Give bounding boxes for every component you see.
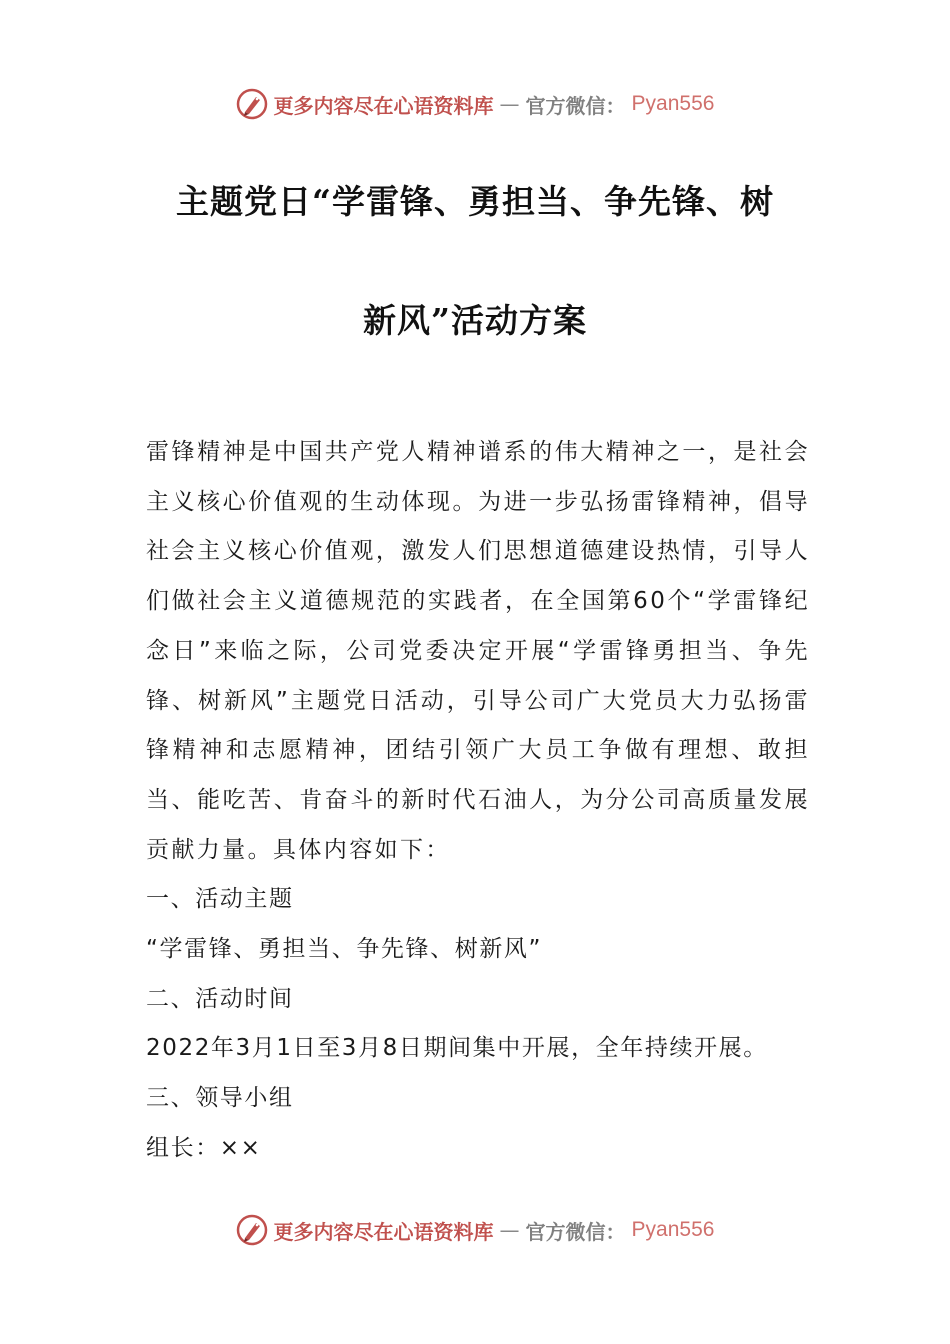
leader-line: 组长：××	[146, 1134, 262, 1161]
document-body	[146, 428, 810, 1174]
section-2-content: 2022年3月1日至3月8日期间集中开展，全年持续开展。	[146, 1035, 768, 1062]
footer-watermark	[0, 1210, 950, 1250]
watermark-main-text: 更多内容尽在心语资料库	[273, 93, 494, 118]
document-title-line-1: 主题党日“学雷锋、勇担当、争先锋、树	[176, 182, 774, 221]
watermark-dash: —	[499, 92, 520, 116]
section-1-content: “学雷锋、勇担当、争先锋、树新风”	[146, 936, 543, 963]
header-watermark	[0, 84, 950, 124]
watermark-dash: —	[499, 1218, 520, 1242]
document-title-line-2: 新风”活动方案	[363, 301, 587, 340]
watermark-wechat-id: Pyan556	[631, 92, 715, 115]
pen-nib-logo-icon	[236, 1214, 268, 1246]
section-1-heading: 一、活动主题	[146, 886, 294, 913]
intro-paragraph: 雷锋精神是中国共产党人精神谱系的伟大精神之一，是社会主义核心价值观的生动体现。为进一步弘扬雷锋精神，倡导社会主义核心价值观，激发人们思想道德建设热情，引导人们做社会主义道德规范的实践者，在全国第60个“学雷锋纪念日”来临之际，公司党委决定开展“学雷锋勇担当、争先锋、树新风”主题党日活动，引导公司广大党员大力弘扬雷锋精神和志愿精神，团结引领广大员工争做有理想、敢担当、能吃苦、肯奋斗的新时代石油人，为分公司高质量发展贡献力量。具体内容如下：	[146, 439, 810, 863]
section-2-heading: 二、活动时间	[146, 985, 294, 1012]
watermark-label: 官方微信：	[525, 1219, 626, 1244]
watermark-wechat-id: Pyan556	[631, 1218, 715, 1241]
watermark-main-text: 更多内容尽在心语资料库	[273, 1219, 494, 1244]
pen-nib-logo-icon	[236, 88, 268, 120]
section-3-heading: 三、领导小组	[146, 1085, 294, 1112]
watermark-label: 官方微信：	[525, 93, 626, 118]
